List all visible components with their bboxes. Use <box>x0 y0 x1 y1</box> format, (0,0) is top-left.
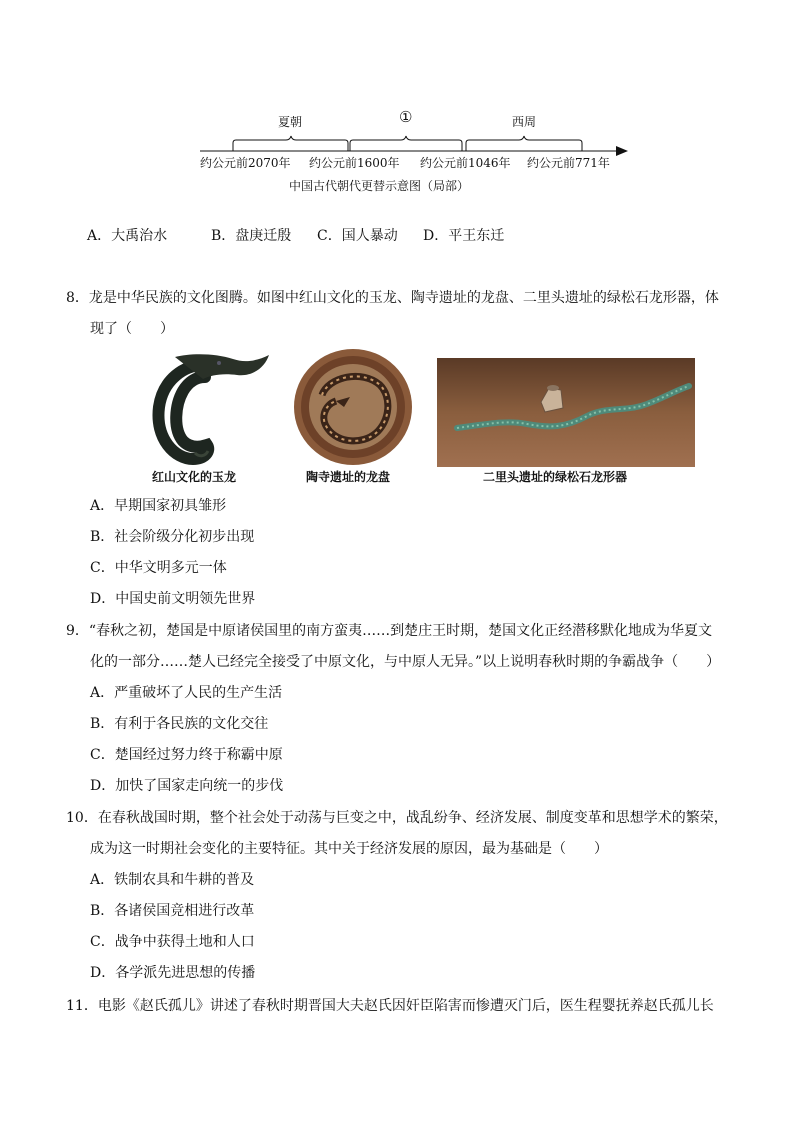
q8-stem-line2: 现了（ ） <box>90 321 174 337</box>
q8-option-a[interactable]: A．早期国家初具雏形 <box>90 498 227 514</box>
q10-stem-line1: 10．在春秋战国时期，整个社会处于动荡与巨变之中，战乱纷争、经济发展、制度变革和思想学术的繁荣， <box>66 810 728 826</box>
q10-option-b[interactable]: B．各诸侯国竞相进行改革 <box>90 903 255 919</box>
q10-option-a[interactable]: A．铁制农具和牛耕的普及 <box>90 872 255 888</box>
q7-option-d[interactable]: D．平王东迁 <box>423 228 505 244</box>
timeline-tick-label: 约公元前1600年 <box>309 156 400 170</box>
q8-option-c[interactable]: C．中华文明多元一体 <box>90 560 227 576</box>
q9-option-d[interactable]: D．加快了国家走向统一的步伐 <box>90 778 284 794</box>
jade-dragon-caption: 红山文化的玉龙 <box>152 470 237 484</box>
q9-option-c[interactable]: C．楚国经过努力终于称霸中原 <box>90 747 283 763</box>
q7-option-b[interactable]: B．盘庚迁殷 <box>211 228 292 244</box>
dragon-plate-caption: 陶寺遗址的龙盘 <box>306 470 391 484</box>
timeline-tick-label: 约公元前1046年 <box>420 156 511 170</box>
q10-stem-line2: 成为这一时期社会变化的主要特征。其中关于经济发展的原因，最为基础是（ ） <box>90 841 608 857</box>
q10-option-c[interactable]: C．战争中获得土地和人口 <box>90 934 255 950</box>
q9-stem-line2: 化的一部分……楚人已经完全接受了中原文化，与中原人无异。”以上说明春秋时期的争霸战争（ ） <box>90 654 721 670</box>
timeline-period-blank: ① <box>399 108 413 126</box>
q8-stem-line1: 8．龙是中华民族的文化图腾。如图中红山文化的玉龙、陶寺遗址的龙盘、二里头遗址的绿松石龙形器，体 <box>66 290 719 306</box>
q8-option-b[interactable]: B．社会阶级分化初步出现 <box>90 529 255 545</box>
dynasty-timeline-figure <box>0 0 794 200</box>
timeline-tick-label: 约公元前771年 <box>527 156 610 170</box>
q8-option-d[interactable]: D．中国史前文明领先世界 <box>90 591 256 607</box>
turquoise-dragon-caption: 二里头遗址的绿松石龙形器 <box>483 470 628 484</box>
timeline-period-xia: 夏朝 <box>278 115 303 129</box>
timeline-period-western-zhou: 西周 <box>512 115 537 129</box>
q7-option-c[interactable]: C．国人暴动 <box>317 228 398 244</box>
turquoise-dragon-image <box>437 358 695 467</box>
q9-stem-line1: 9．“春秋之初，楚国是中原诸侯国里的南方蛮夷……到楚庄王时期，楚国文化正经潜移默化地成为华夏文 <box>66 623 713 639</box>
q7-option-a[interactable]: A．大禹治水 <box>87 228 168 244</box>
q11-stem-line1: 11．电影《赵氏孤儿》讲述了春秋时期晋国大夫赵氏因奸臣陷害而惨遭灭门后，医生程婴抚养赵氏孤儿长 <box>66 998 714 1014</box>
jade-dragon-image <box>145 349 275 467</box>
timeline-tick-label: 约公元前2070年 <box>200 156 291 170</box>
timeline-caption: 中国古代朝代更替示意图（局部） <box>289 179 470 193</box>
dragon-plate-image <box>292 347 414 467</box>
q9-option-a[interactable]: A．严重破坏了人民的生产生活 <box>90 685 283 701</box>
q10-option-d[interactable]: D．各学派先进思想的传播 <box>90 965 256 981</box>
q9-option-b[interactable]: B．有利于各民族的文化交往 <box>90 716 269 732</box>
